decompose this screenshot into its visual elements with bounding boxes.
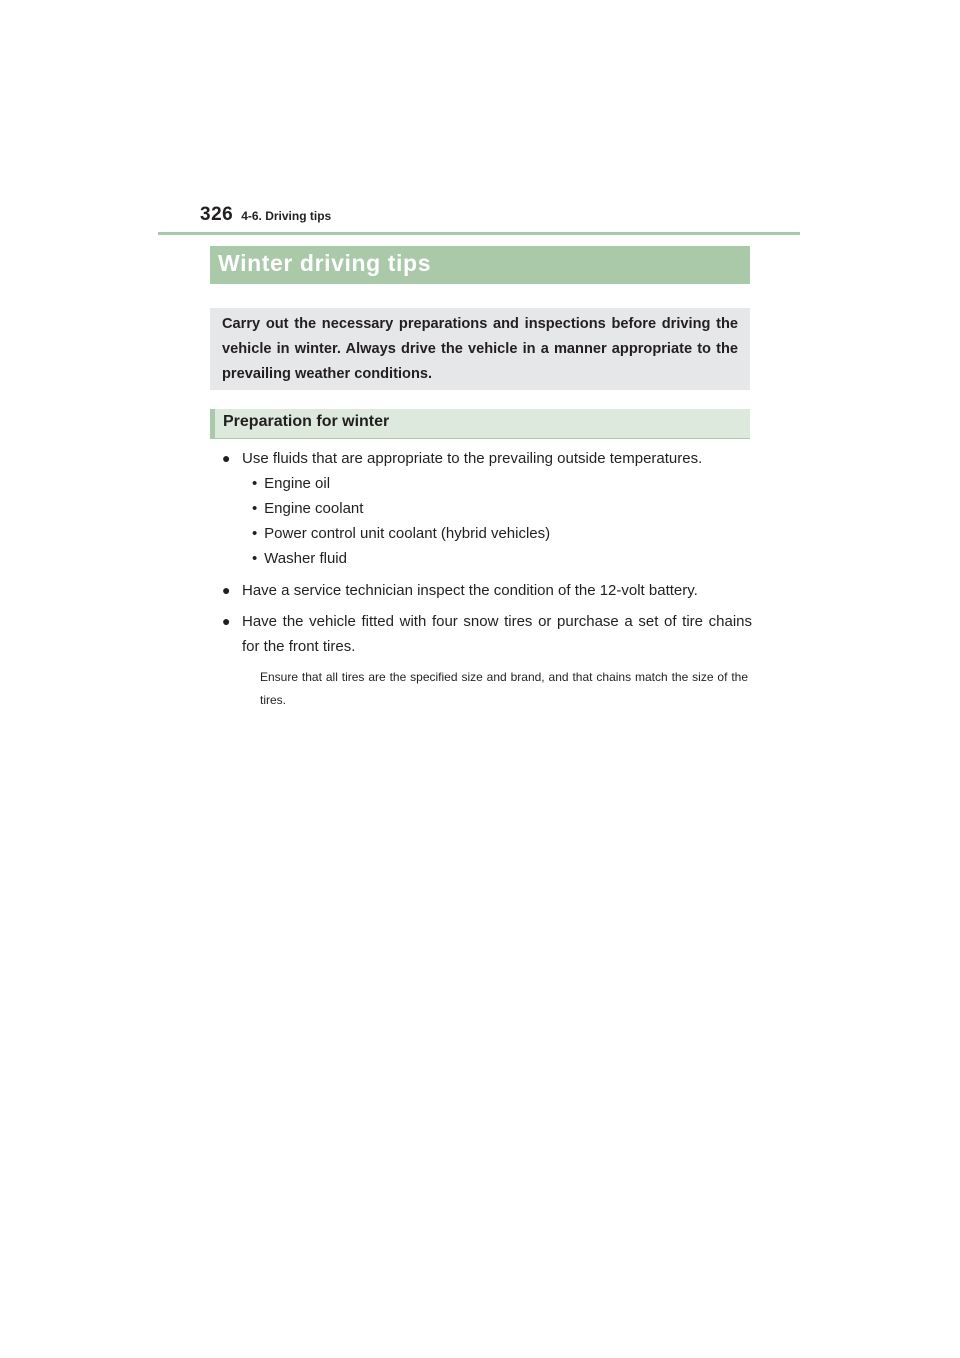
bullet-item (222, 446, 752, 471)
page-header (200, 204, 331, 226)
sub-list-item (252, 471, 330, 496)
sub-item-text: Engine coolant (264, 500, 364, 517)
sub-item-text: Washer fluid (264, 550, 347, 567)
bullet-text: Have the vehicle fitted with four snow tires or purchase a set of tire chains for the front tires. (242, 613, 752, 655)
title-banner (210, 246, 750, 284)
intro-text: Carry out the necessary preparations and inspections before driving the vehicle in winter. Always drive the vehicle in a manner appropriate to the prevailing weather conditions. (222, 316, 738, 382)
sub-marker: • (252, 550, 258, 567)
intro-box (210, 308, 750, 390)
bullet-item (222, 609, 752, 659)
bullet-text: Have a service technician inspect the condition of the 12-volt battery. (242, 582, 698, 599)
header-divider (158, 232, 800, 235)
subheading-bar (210, 409, 750, 439)
note-text: Ensure that all tires are the specified size and brand, and that chains match the size of the tires. (260, 670, 748, 707)
sub-list-item (252, 546, 347, 571)
sub-list-item (252, 496, 363, 521)
bullet-marker: ● (222, 613, 231, 629)
bullet-item (222, 578, 752, 603)
sub-marker: • (252, 475, 258, 492)
sub-list-item (252, 521, 550, 546)
bullet-marker: ● (222, 582, 231, 598)
sub-marker: • (252, 500, 258, 517)
page-number: 326 (200, 204, 234, 225)
sub-item-text: Power control unit coolant (hybrid vehicles) (264, 525, 551, 542)
bullet-text: Use fluids that are appropriate to the prevailing outside temperatures. (242, 450, 703, 467)
subheading: Preparation for winter (223, 413, 390, 430)
bullet-marker: ● (222, 450, 231, 466)
sub-item-text: Engine oil (264, 475, 331, 492)
page-title: Winter driving tips (218, 250, 432, 276)
sub-marker: • (252, 525, 258, 542)
section-reference: 4-6. Driving tips (241, 209, 332, 223)
